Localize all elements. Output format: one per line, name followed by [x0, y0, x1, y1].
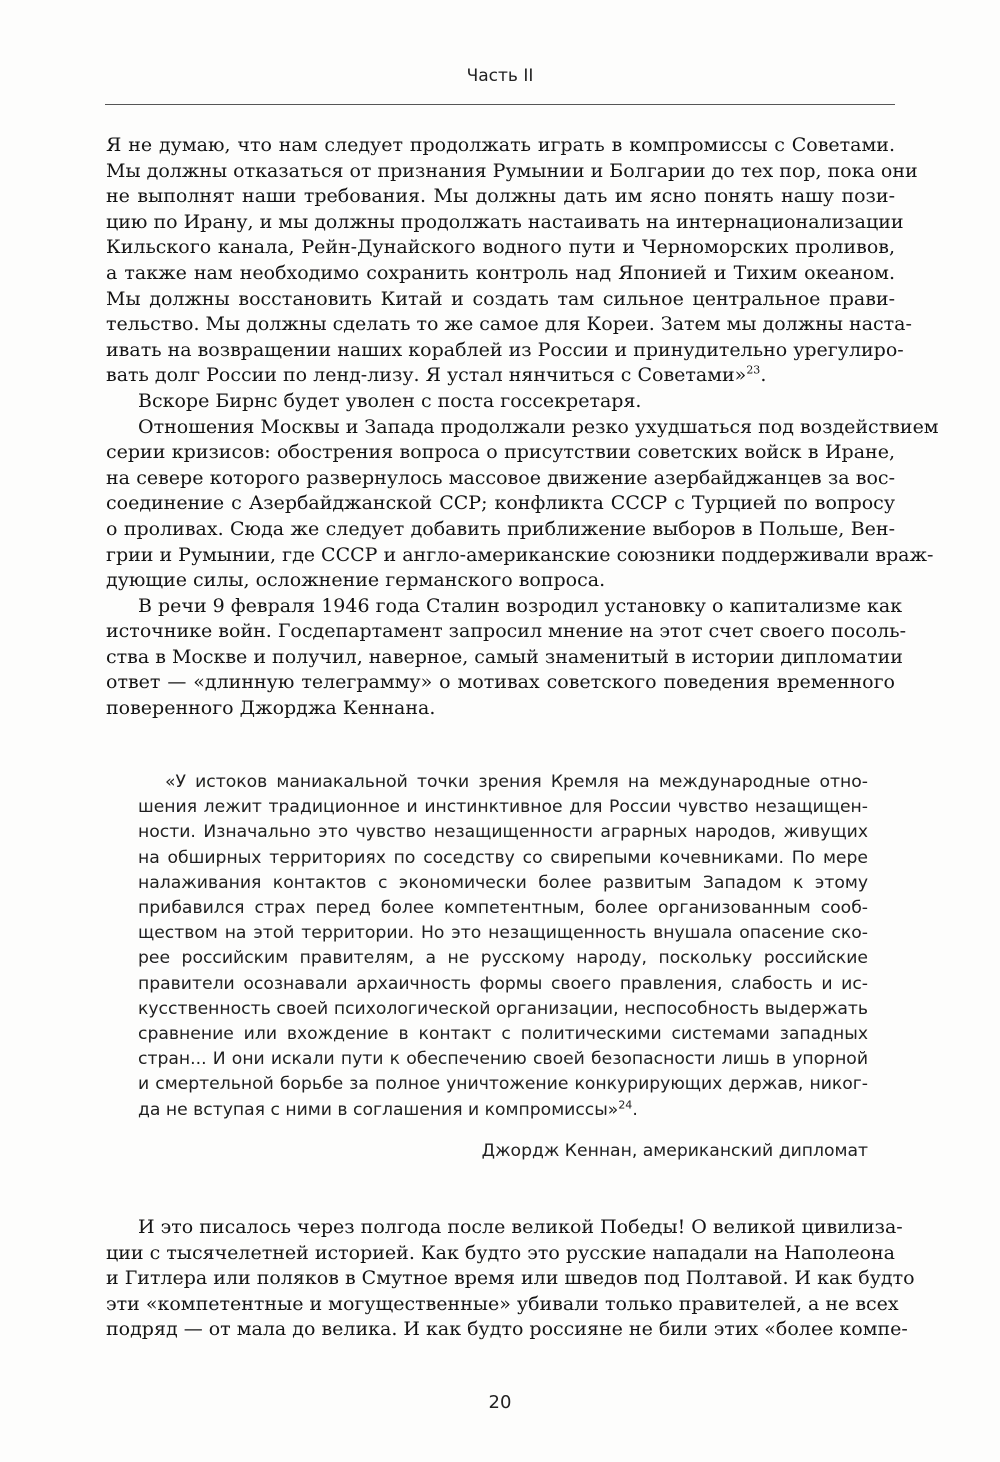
- text-line: Мы должны восстановить Китай и создать там сильное центральное прави-: [106, 287, 895, 310]
- text-fragment: .: [632, 1099, 638, 1120]
- quote-line: «У истоков маниакальной точки зрения Кремля на международные отно-: [165, 772, 868, 792]
- text-line: тельство. Мы должны сделать то же самое для Кореи. Затем мы должны наста-: [106, 313, 912, 336]
- footnote-ref[interactable]: 24: [618, 1097, 633, 1111]
- text-line: ивать на возвращении наших кораблей из России и принудительно урегулиро-: [106, 338, 904, 361]
- text-fragment: вать долг России по ленд-лизу. Я устал нянчиться с Советами»: [106, 364, 747, 387]
- text-line: дующие силы, осложнение германского вопроса.: [106, 569, 606, 592]
- quote-line: на обширных территориях по соседству со свирепыми кочевниками. По мере: [138, 847, 868, 868]
- text-line: о проливах. Сюда же следует добавить приближение выборов в Польше, Вен-: [106, 517, 895, 540]
- text-line: поверенного Джорджа Кеннана.: [106, 697, 436, 720]
- text-line: цию по Ирану, и мы должны продолжать настаивать на интернационализации: [106, 210, 904, 233]
- block-quote: [138, 770, 868, 1123]
- footnote-ref[interactable]: 23: [746, 364, 761, 378]
- quote-line: кусственность своей психологической организации, неспособность выдержать: [138, 998, 868, 1019]
- quote-line: ществом на этой территории. Но это незащищенность внушала опасение ско-: [138, 923, 868, 944]
- quote-line: [138, 1098, 868, 1123]
- text-line: и Гитлера или поляков в Смутное время или шведов под Полтавой. И как будто: [106, 1267, 915, 1290]
- text-line: источнике войн. Госдепартамент запросил мнение на этот счет своего посоль-: [106, 620, 906, 643]
- text-line: грии и Румынии, где СССР и англо-американские союзники поддерживали враж-: [106, 543, 934, 566]
- text-line: Кильского канала, Рейн-Дунайского водного пути и Черноморских проливов,: [106, 236, 895, 259]
- text-line: И это писалось через полгода после великой Победы! О великой цивилиза-: [138, 1216, 903, 1238]
- text-line: ства в Москве и получил, наверное, самый знаменитый в истории дипломатии: [106, 645, 903, 668]
- running-head: Часть II: [466, 66, 534, 86]
- quote-line: и смертельной борьбе за полное уничтожение конкурирующих держав, никог-: [138, 1074, 868, 1095]
- text-line: не выполнят наши требования. Мы должны дать им ясно понять нашу пози-: [106, 185, 895, 208]
- text-line: Отношения Москвы и Запада продолжали резко ухудшаться под воздействием: [138, 415, 939, 438]
- body-text: [106, 133, 939, 722]
- text-line: эти «компетентные и могущественные» убивали только правителей, а не всех: [106, 1292, 899, 1315]
- quote-line: прибавился страх перед более компетентным, более организованным сооб-: [138, 898, 868, 919]
- page-number: 20: [488, 1392, 512, 1413]
- text-line: Вскоре Бирнс будет уволен с поста госсекретаря.: [138, 389, 642, 412]
- quote-line: стран... И они искали пути к обеспечению своей безопасности лишь в упорной: [138, 1049, 868, 1070]
- text-line: на севере которого развернулось массовое движение азербайджанцев за вос-: [106, 466, 895, 489]
- header-rule: [105, 104, 895, 105]
- quote-attribution: Джордж Кеннан, американский дипломат: [481, 1141, 868, 1161]
- quote-line: шения лежит традиционное и инстинктивное для России чувство незащищен-: [138, 797, 868, 818]
- quote-line: сравнение или вхождение в контакт с политическими системами западных: [138, 1024, 868, 1045]
- text-line: В речи 9 февраля 1946 года Сталин возродил установку о капитализме как: [138, 594, 903, 617]
- text-fragment: .: [760, 364, 767, 387]
- text-fragment: да не вступая с ними в соглашения и компромиссы»: [138, 1099, 619, 1120]
- closing-text: [106, 1215, 915, 1343]
- text-line: подряд — от мала до велика. И как будто россияне не били этих «более компе-: [106, 1318, 908, 1341]
- quote-line: правители осознавали архаичность формы своего правления, слабость и ис-: [138, 973, 868, 994]
- quote-line: налаживания контактов с экономически более развитым Западом к этому: [138, 872, 868, 893]
- text-line: ции с тысячелетней историей. Как будто это русские нападали на Наполеона: [106, 1241, 895, 1264]
- text-line: [106, 363, 895, 389]
- text-line: соединение с Азербайджанской ССР; конфликта СССР с Турцией по вопросу: [106, 492, 895, 515]
- quote-line: рее российским правителям, а не русскому народу, поскольку российские: [138, 948, 868, 969]
- text-line: Мы должны отказаться от признания Румынии и Болгарии до тех пор, пока они: [106, 159, 918, 182]
- text-line: ответ — «длинную телеграмму» о мотивах советского поведения временного: [106, 671, 895, 694]
- text-line: Я не думаю, что нам следует продолжать играть в компромиссы с Советами.: [106, 134, 895, 156]
- text-line: а также нам необходимо сохранить контроль над Японией и Тихим океаном.: [106, 261, 895, 284]
- quote-line: ности. Изначально это чувство незащищенности аграрных народов, живущих: [138, 822, 868, 843]
- text-line: серии кризисов: обострения вопроса о присутствии советских войск в Иране,: [106, 441, 895, 464]
